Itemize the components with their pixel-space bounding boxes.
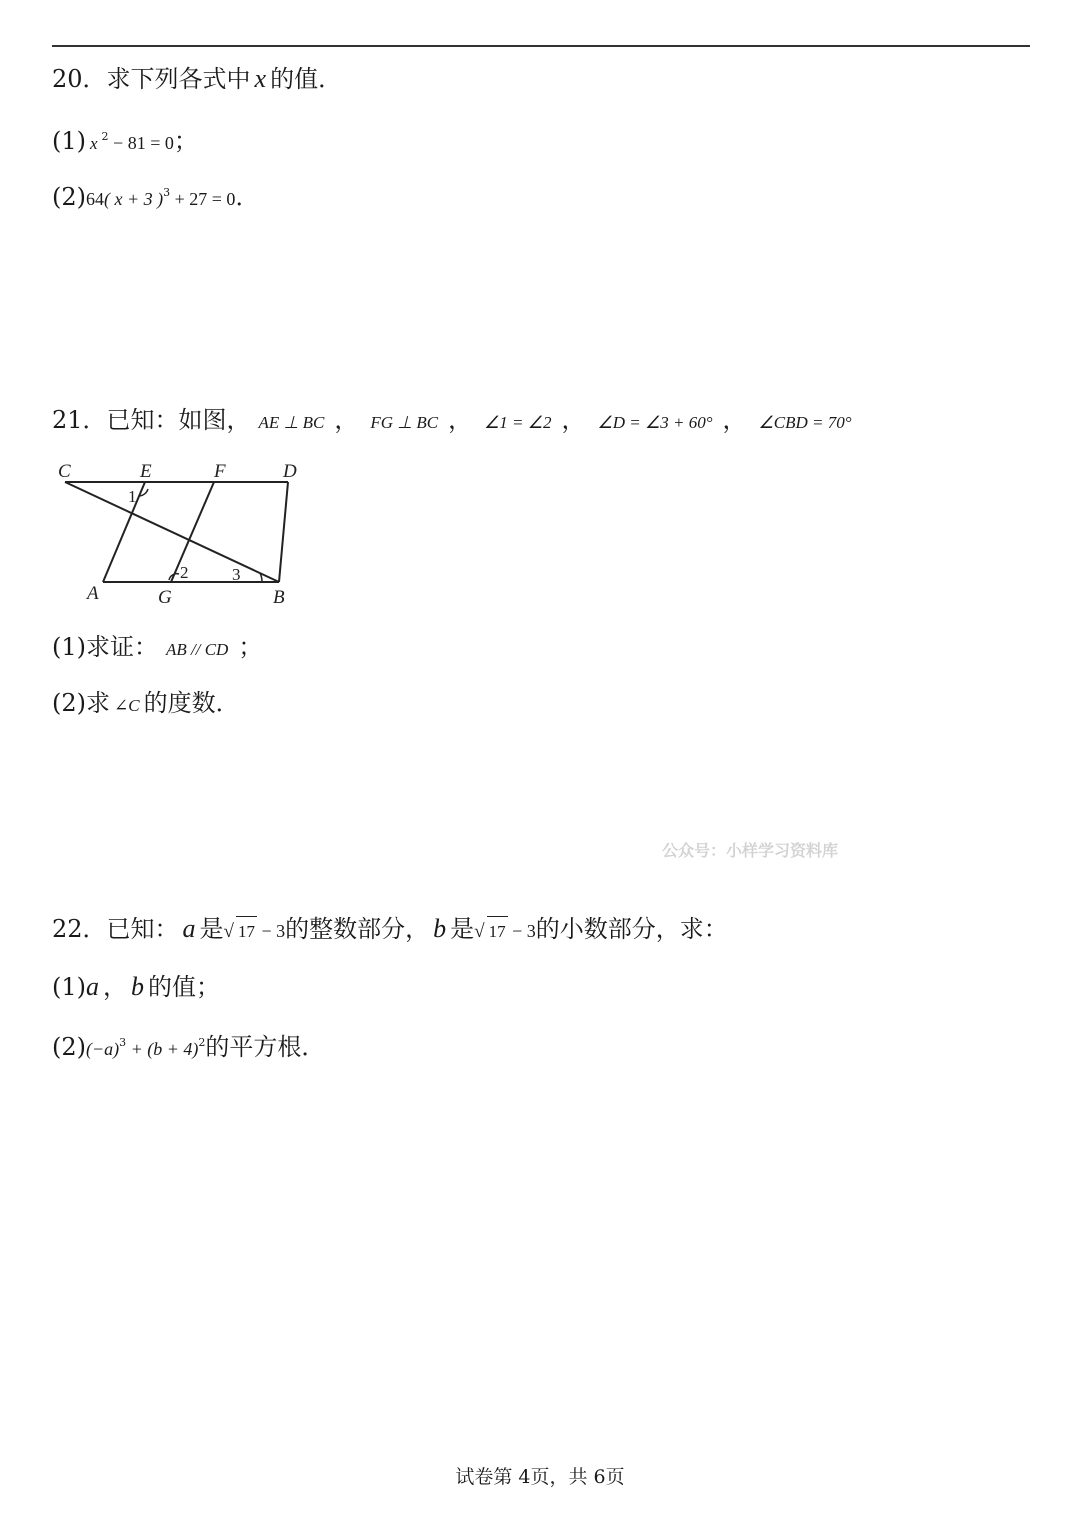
page-footer: 试卷第 4页，共 6页 — [455, 1466, 625, 1488]
q21-intro: 21．已知：如图， — [52, 406, 251, 434]
q21-sep: ， — [722, 406, 747, 434]
line-ae — [103, 482, 145, 582]
q20-title-end: 的值． — [270, 65, 343, 93]
q20-var: x — [254, 64, 267, 93]
q22-part2-term1: (−a) — [86, 1039, 120, 1059]
q20-part2-label: (2) — [52, 183, 86, 211]
q20-part2 — [52, 178, 259, 214]
q22-part1-a: a — [86, 972, 99, 1001]
q21-part1 — [52, 632, 262, 665]
q21-sep: ， — [448, 406, 473, 434]
line-bd — [279, 482, 288, 582]
line-cb — [65, 482, 279, 582]
line-gf — [171, 482, 214, 582]
q21-part2 — [52, 688, 240, 721]
label-e: E — [140, 461, 152, 482]
q22-given — [52, 914, 728, 947]
watermark: 公众号：小样学习资料库 — [662, 841, 839, 860]
label-angle-2: 2 — [180, 563, 189, 582]
q22-part1 — [52, 972, 220, 1002]
q22-radicand2: 17 — [487, 916, 508, 947]
q22-var-b: b — [433, 914, 447, 943]
q21-part1-label: (1)求证： — [52, 633, 158, 661]
q22-part1-end: 的值； — [148, 973, 220, 1001]
q21-part1-end: ； — [238, 633, 263, 661]
q21-part2-end: 的度数． — [143, 689, 240, 717]
q22-is: 是 — [199, 915, 224, 943]
q20-part1-exp: 2 — [101, 130, 109, 143]
q20-part1-rest: − 81 = 0 — [108, 133, 174, 153]
q22-minus3b: − 3 — [507, 921, 536, 941]
q22-part1-comma: ， — [103, 973, 127, 1001]
q20-part1 — [52, 122, 198, 159]
q20-title — [52, 64, 342, 94]
q22-part2-term2: + (b + 4) — [126, 1039, 199, 1059]
label-f: F — [214, 461, 226, 482]
q22-minus3: − 3 — [256, 921, 286, 941]
q22-frac-part: 的小数部分，求： — [535, 915, 728, 943]
q21-sep: ， — [334, 406, 359, 434]
label-b: B — [273, 587, 285, 608]
q22-var-a: a — [182, 914, 196, 943]
sqrt-icon: √ — [474, 921, 485, 942]
q21-given — [52, 405, 862, 438]
label-angle-1: 1 — [128, 487, 137, 506]
q22-int-part: 的整数部分， — [285, 915, 430, 943]
q21-geometry-figure — [48, 458, 318, 610]
q21-cond-angle-d: ∠D = ∠3 + 60° — [597, 413, 713, 432]
q20-part2-coef: 64 — [86, 189, 104, 209]
q22-part2-end: 的平方根． — [205, 1033, 326, 1061]
q20-part1-label: (1) — [52, 127, 86, 155]
q22-part1-b: b — [131, 972, 144, 1001]
sqrt-icon: √ — [223, 921, 234, 942]
q22-part2-label: (2) — [52, 1033, 86, 1061]
q22-part2-exp1: 3 — [119, 1036, 127, 1049]
q22-is2: 是 — [450, 915, 475, 943]
label-c: C — [58, 461, 71, 482]
q21-sep: ， — [561, 406, 586, 434]
q21-part1-math: AB // CD — [166, 640, 229, 659]
q20-part2-paren: ( x + 3 ) — [104, 189, 164, 209]
q21-cond-angle-eq: ∠1 = ∠2 — [484, 413, 552, 432]
q20-part2-exp: 3 — [163, 186, 171, 199]
q22-part2 — [52, 1028, 325, 1064]
q22-radicand: 17 — [236, 916, 257, 947]
q20-part2-rest: + 27 = 0 — [170, 189, 236, 209]
q20-part1-end: ； — [173, 127, 198, 155]
q21-cond-fg-perp-bc: FG ⊥ BC — [370, 413, 439, 432]
label-g: G — [158, 587, 172, 608]
label-angle-3: 3 — [232, 565, 241, 584]
q20-part2-end: ． — [235, 183, 260, 211]
q21-cond-angle-cbd: ∠CBD = 70° — [758, 413, 852, 432]
q20-part1-x: x — [90, 134, 98, 153]
q20-title-text: 20．求下列各式中 — [52, 65, 251, 93]
q22-part1-label: (1) — [52, 973, 86, 1001]
label-a: A — [87, 583, 99, 604]
q22-part2-exp2: 2 — [198, 1036, 206, 1049]
q21-part2-math: ∠C — [114, 696, 140, 715]
q21-part2-label: (2)求 — [52, 689, 110, 717]
q21-cond-ae-perp-bc: AE ⊥ BC — [258, 413, 325, 432]
label-d: D — [283, 461, 297, 482]
q22-intro: 22．已知： — [52, 915, 179, 943]
header-rule — [52, 45, 1030, 47]
